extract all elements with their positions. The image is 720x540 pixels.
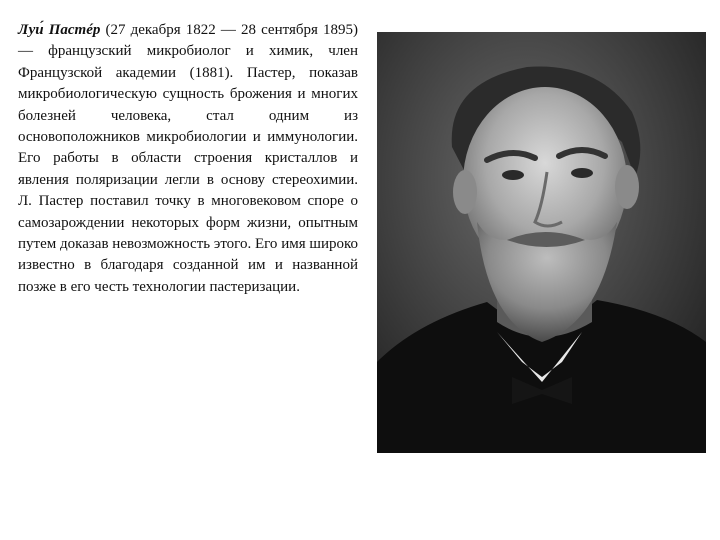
biography-body: (27 декабря 1822 — 28 сентября 1895) — французский микробиолог и химик, член Французской академии (1881). Пастер, показав микробиологическую сущность брожения и многих болезней человека, стал одним из основоположников микробиологии и иммунологии. Его работы в области строения кристаллов и явления поляризации легли в основу стереохимии. Л. Пастер поставил точку в многовековом споре о самозарождении некоторых форм жизни, опытным путем доказав невозможность этого. Его имя широко известно в благодаря созданной им и названной позже в его честь технологии пастеризации.: [18, 22, 359, 295]
portrait-photo: [377, 32, 706, 453]
portrait-illustration: [377, 32, 706, 453]
biography-text: [18, 20, 358, 298]
person-name-last: Пастéр: [48, 22, 101, 38]
person-name-first: Луи́: [18, 22, 44, 38]
